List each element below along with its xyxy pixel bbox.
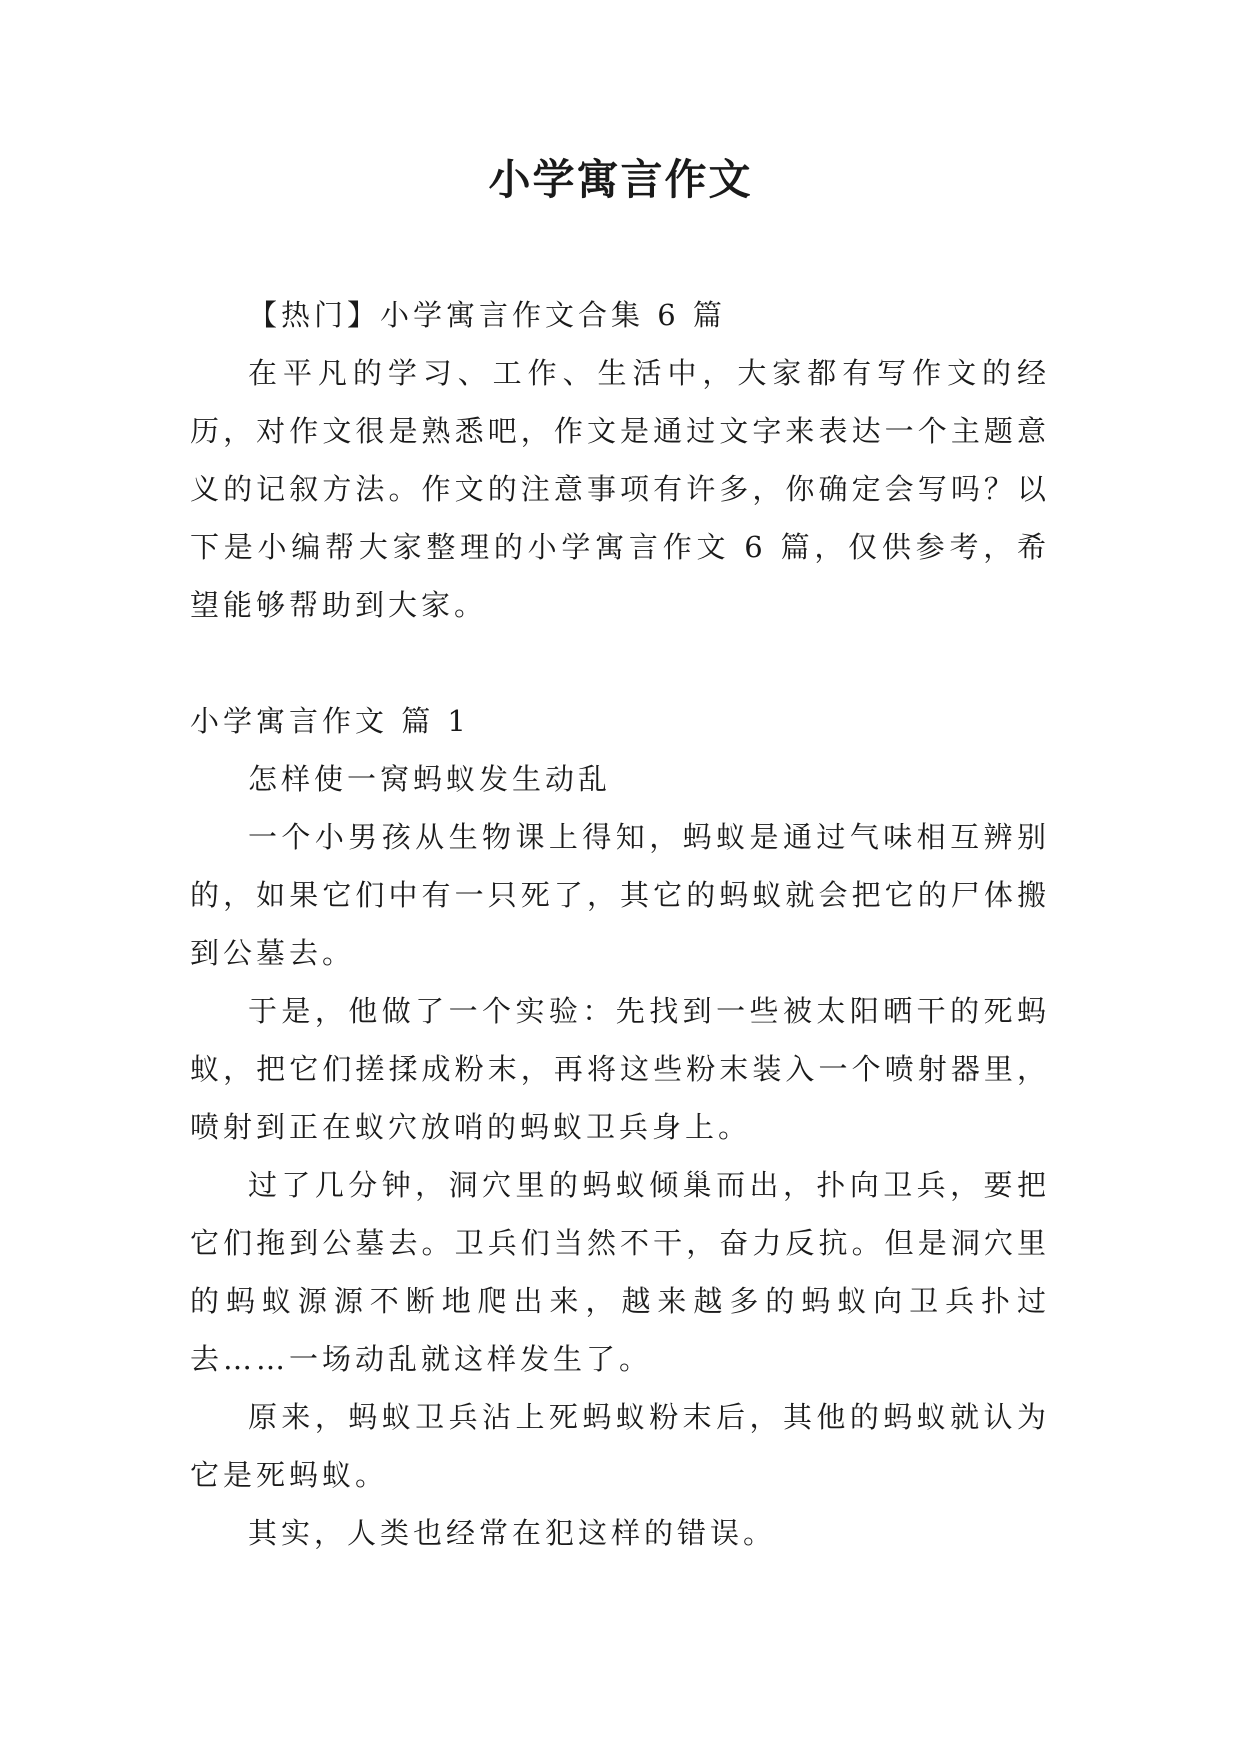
- story-paragraph: 一个小男孩从生物课上得知，蚂蚁是通过气味相互辨别的，如果它们中有一只死了，其它的蚂蚁就会把它的尸体搬到公墓去。: [190, 820, 1050, 970]
- page-title: 小学寓言作文: [488, 155, 753, 204]
- section-heading: 小学寓言作文 篇 1: [190, 704, 470, 738]
- story-paragraph: 原来，蚂蚁卫兵沾上死蚂蚁粉末后，其他的蚂蚁就认为它是死蚂蚁。: [190, 1400, 1050, 1492]
- story-paragraph: 其实，人类也经常在犯这样的错误。: [248, 1516, 777, 1550]
- document-body: [190, 286, 1050, 1562]
- subtitle: 【热门】小学寓言作文合集 6 篇: [248, 298, 726, 332]
- story-title: 怎样使一窝蚂蚁发生动乱: [248, 762, 612, 796]
- story-paragraph: 于是，他做了一个实验：先找到一些被太阳晒干的死蚂蚁，把它们搓揉成粉末，再将这些粉末装入一个喷射器里，喷射到正在蚁穴放哨的蚂蚁卫兵身上。: [190, 994, 1050, 1144]
- story-paragraph: 过了几分钟，洞穴里的蚂蚁倾巢而出，扑向卫兵，要把它们拖到公墓去。卫兵们当然不干，奋力反抗。但是洞穴里的蚂蚁源源不断地爬出来，越来越多的蚂蚁向卫兵扑过去……一场动乱就这样发生了。: [190, 1168, 1050, 1376]
- intro-paragraph: 在平凡的学习、工作、生活中，大家都有写作文的经历，对作文很是熟悉吧，作文是通过文字来表达一个主题意义的记叙方法。作文的注意事项有许多，你确定会写吗？以下是小编帮大家整理的小学寓言作文 6 篇，仅供参考，希望能够帮助到大家。: [190, 356, 1050, 622]
